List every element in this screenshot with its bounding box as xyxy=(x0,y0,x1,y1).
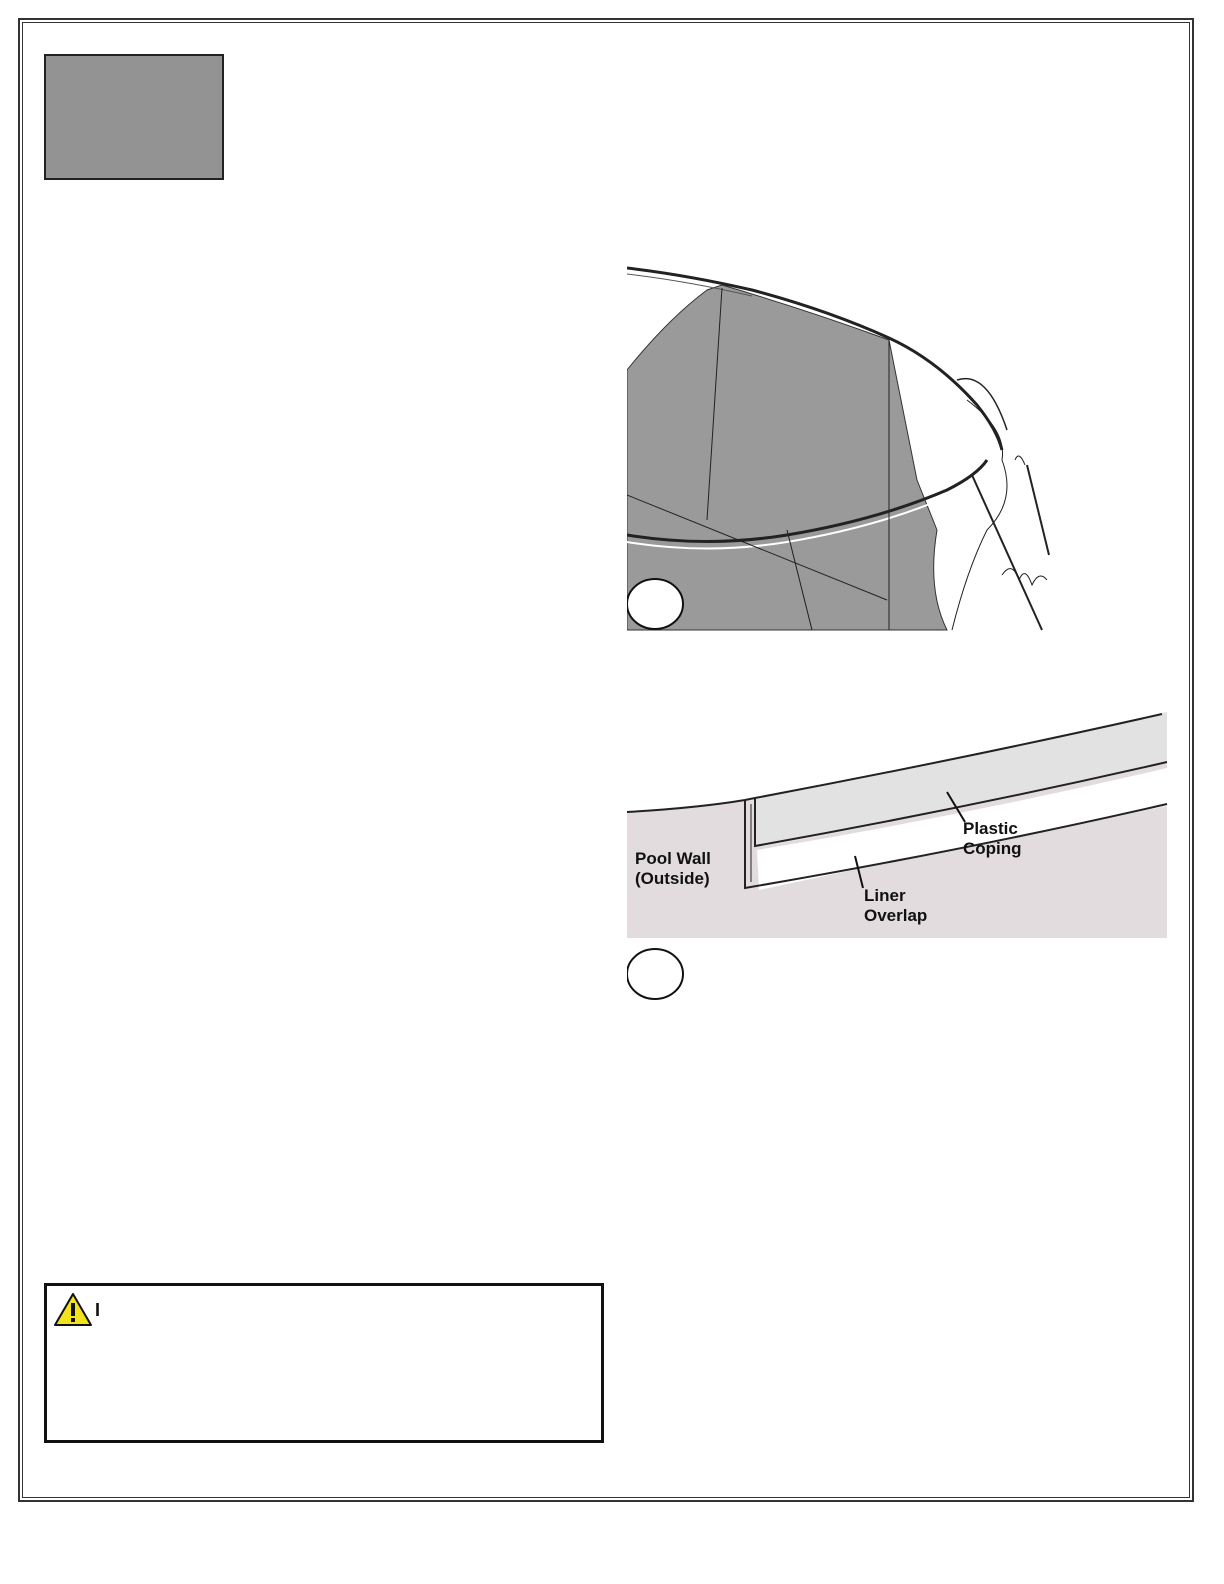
figure-callout-circle xyxy=(627,949,683,999)
step-number-box xyxy=(44,54,224,180)
liner-label: Liner xyxy=(864,886,906,905)
figure-callout-circle xyxy=(627,579,683,629)
plastic-label: Plastic xyxy=(963,819,1018,838)
warning-text: I xyxy=(95,1300,101,1320)
liner-installation-figure xyxy=(627,230,1067,632)
liner-body-shape xyxy=(627,285,947,630)
pool-wall-side-label: (Outside) xyxy=(635,869,710,888)
warning-box xyxy=(44,1283,604,1443)
overlap-label: Overlap xyxy=(864,906,928,925)
coping-label: Coping xyxy=(963,839,1022,858)
pool-wall-label: Pool Wall xyxy=(635,849,711,868)
coping-cross-section-figure xyxy=(627,700,1169,1002)
warning-triangle-icon xyxy=(53,1292,93,1328)
